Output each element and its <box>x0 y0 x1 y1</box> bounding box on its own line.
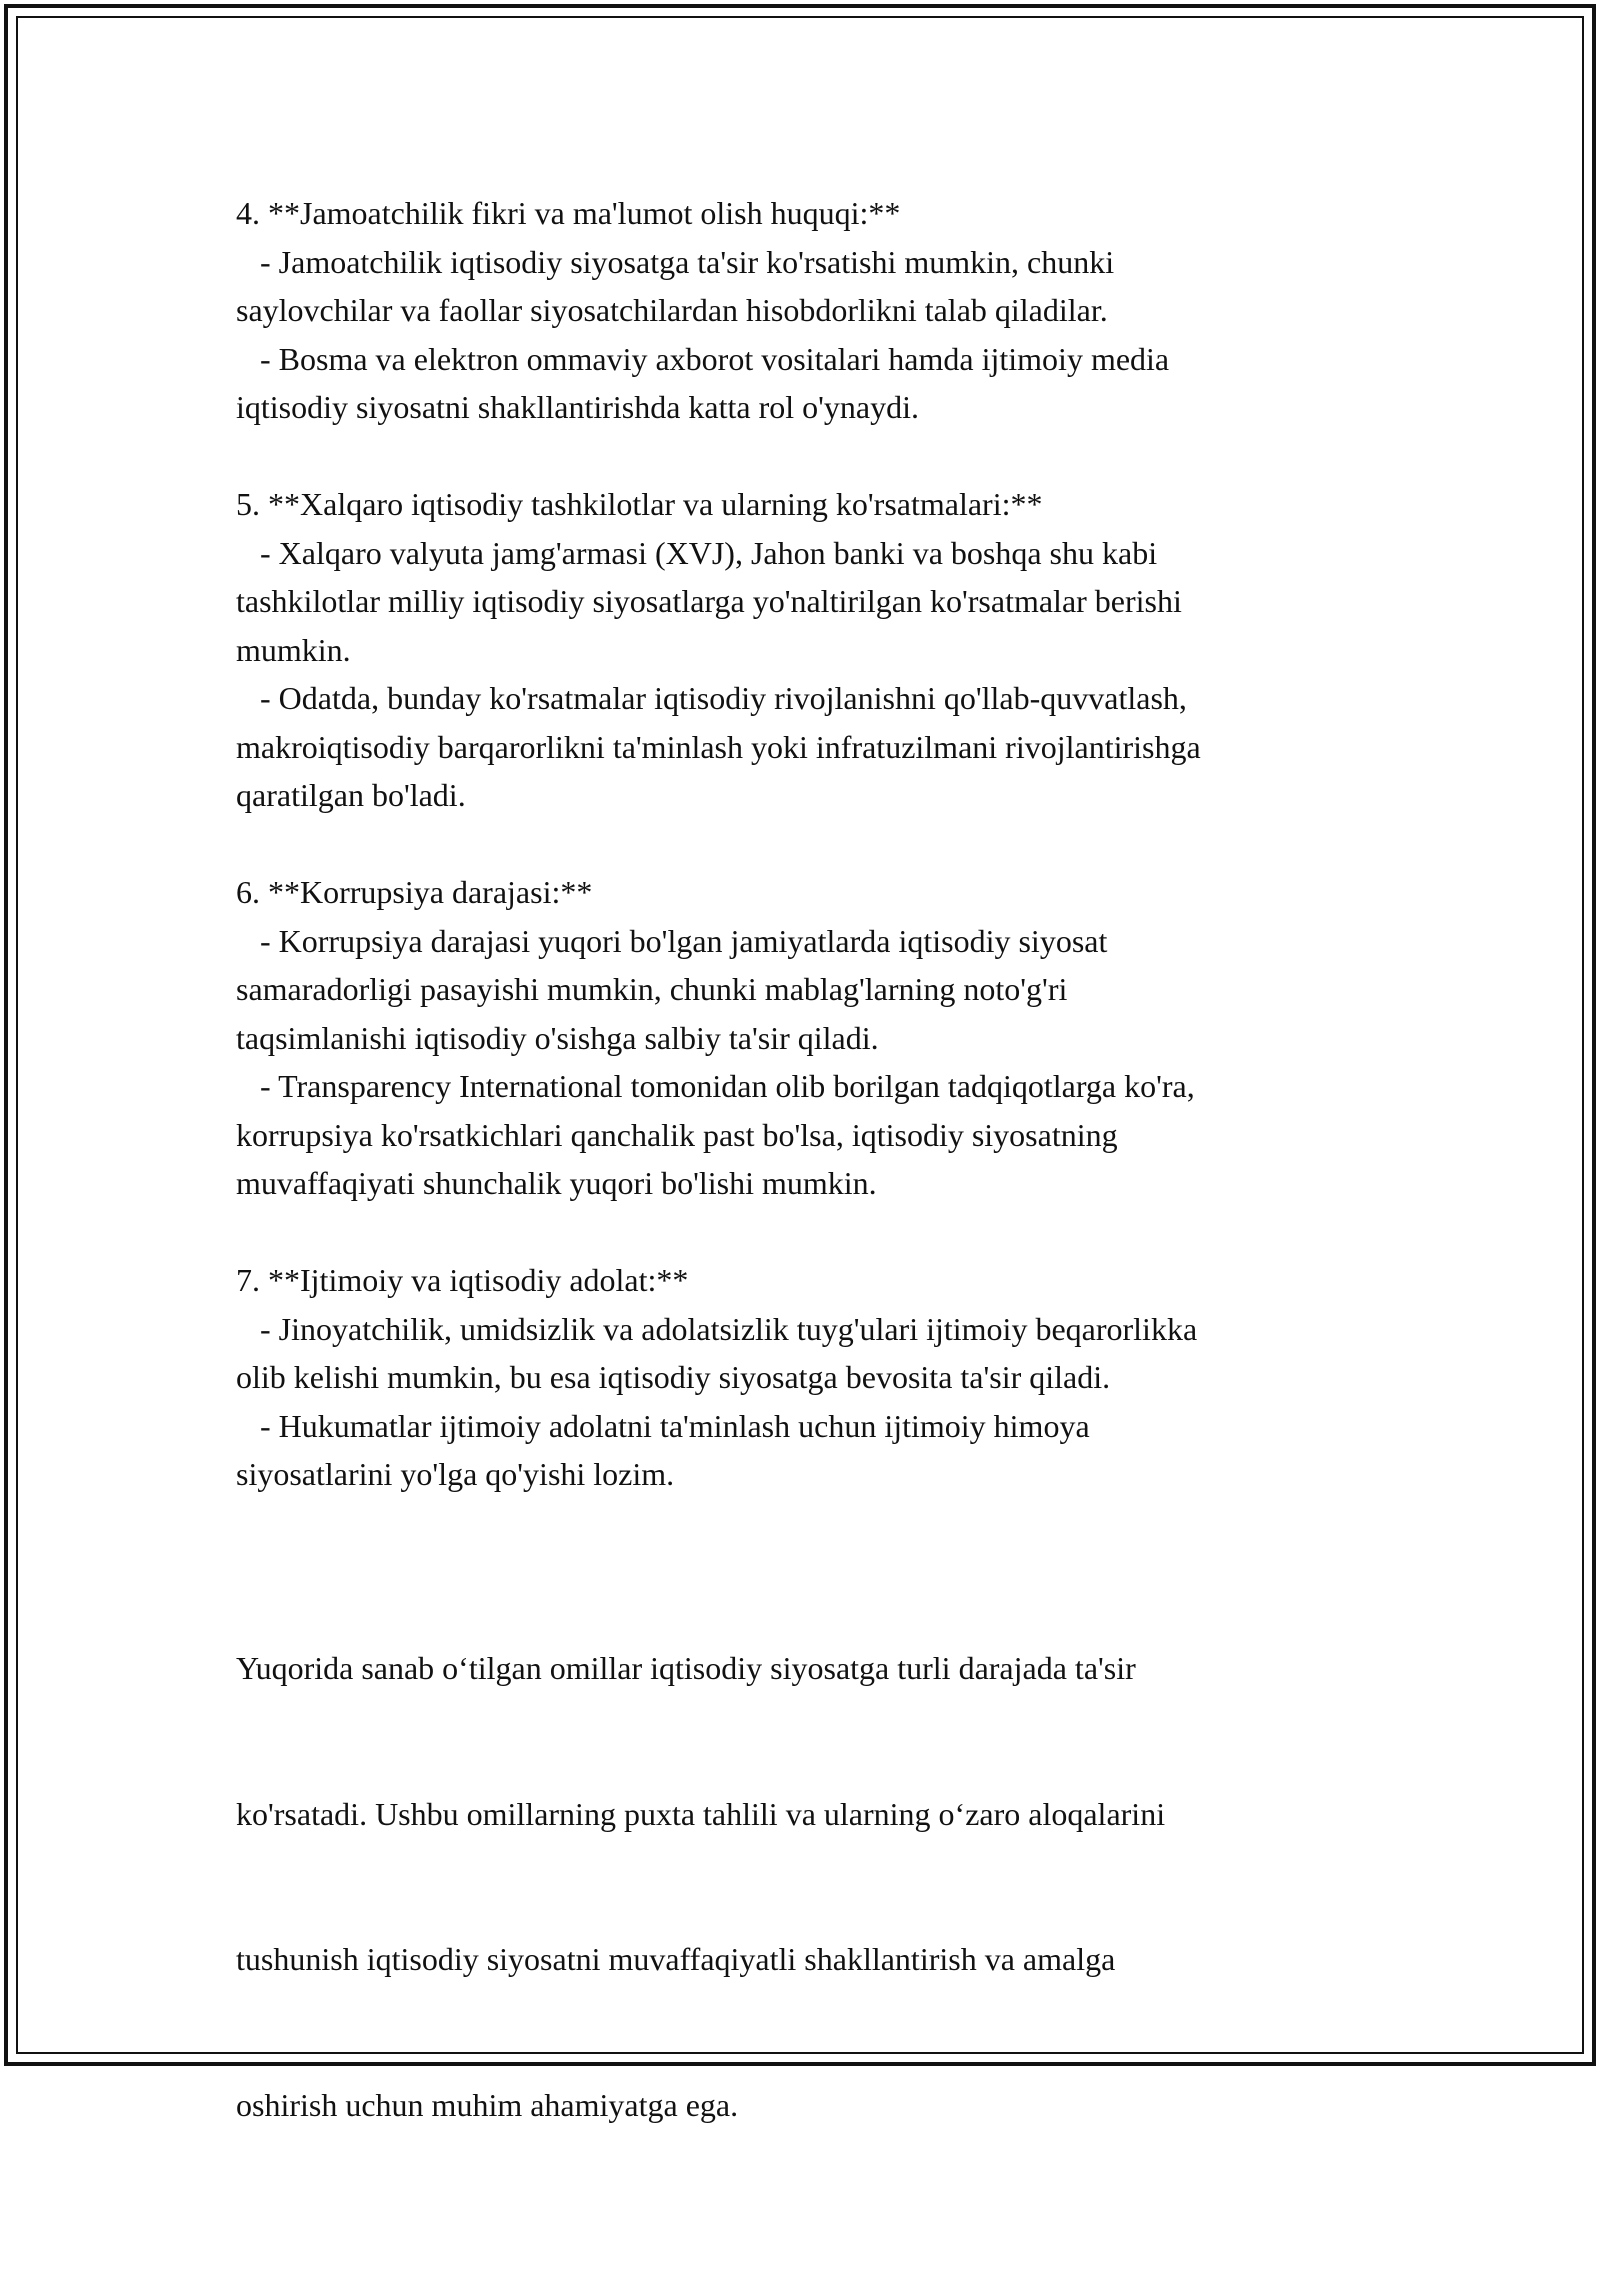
section-heading: 4. **Jamoatchilik fikri va ma'lumot olish huquqi:** <box>236 195 901 231</box>
bullet-line: olib kelishi mumkin, bu esa iqtisodiy siyosatga bevosita ta'sir qiladi. <box>236 1359 1111 1395</box>
bullet-line: - Jinoyatchilik, umidsizlik va adolatsizlik tuyg'ulari ijtimoiy beqarorlikka <box>236 1310 1198 1347</box>
conclusion-paragraph <box>236 1547 1386 2226</box>
bullet-line: qaratilgan bo'ladi. <box>236 777 466 813</box>
section-6 <box>236 868 1386 1208</box>
bullet-line: - Transparency International tomonidan olib borilgan tadqiqotlarga ko'ra, <box>236 1068 1195 1104</box>
bullet-line: - Xalqaro valyuta jamg'armasi (XVJ), Jahon banki va boshqa shu kabi <box>236 534 1158 571</box>
bullet-line: mumkin. <box>236 631 351 668</box>
section-5 <box>236 480 1386 820</box>
paragraph-line: oshirish uchun muhim ahamiyatga ega. <box>236 2086 739 2123</box>
paragraph-line: ko'rsatadi. Ushbu omillarning puxta tahlili va ularning o‘zaro aloqalarini <box>236 1795 1166 1832</box>
bullet-line: - Korrupsiya darajasi yuqori bo'lgan jamiyatlarda iqtisodiy siyosat <box>236 922 1108 959</box>
section-heading: 6. **Korrupsiya darajasi:** <box>236 874 593 910</box>
bullet-line: muvaffaqiyati shunchalik yuqori bo'lishi mumkin. <box>236 1165 877 1201</box>
paragraph-line: tushunish iqtisodiy siyosatni muvaffaqiyatli shakllantirish va amalga <box>236 1941 1116 1977</box>
bullet-line: korrupsiya ko'rsatkichlari qanchalik past bo'lsa, iqtisodiy siyosatning <box>236 1116 1118 1153</box>
section-7 <box>236 1256 1386 1499</box>
bullet-line: taqsimlanishi iqtisodiy o'sishga salbiy ta'sir qiladi. <box>236 1019 879 1056</box>
bullet-line: samaradorligi pasayishi mumkin, chunki mablag'larning noto'g'ri <box>236 971 1068 1007</box>
bullet-line: saylovchilar va faollar siyosatchilardan hisobdorlikni talab qiladilar. <box>236 292 1108 328</box>
paragraph-line: Yuqorida sanab o‘tilgan omillar iqtisodiy siyosatga turli darajada ta'sir <box>236 1650 1136 1686</box>
bullet-line: iqtisodiy siyosatni shakllantirishda katta rol o'ynaydi. <box>236 389 920 425</box>
section-4 <box>236 189 1386 432</box>
bullet-line: siyosatlarini yo'lga qo'yishi lozim. <box>236 1456 675 1492</box>
section-heading: 5. **Xalqaro iqtisodiy tashkilotlar va ularning ko'rsatmalari:** <box>236 486 1043 522</box>
bullet-line: tashkilotlar milliy iqtisodiy siyosatlarga yo'naltirilgan ko'rsatmalar berishi <box>236 583 1182 619</box>
bullet-line: - Jamoatchilik iqtisodiy siyosatga ta'sir ko'rsatishi mumkin, chunki <box>236 243 1115 280</box>
bullet-line: makroiqtisodiy barqarorlikni ta'minlash yoki infratuzilmani rivojlantirishga <box>236 728 1201 765</box>
bullet-line: - Bosma va elektron ommaviy axborot vositalari hamda ijtimoiy media <box>236 340 1170 377</box>
bullet-line: - Odatda, bunday ko'rsatmalar iqtisodiy rivojlanishni qo'llab-quvvatlash, <box>236 680 1187 716</box>
section-heading: 7. **Ijtimoiy va iqtisodiy adolat:** <box>236 1262 689 1298</box>
document-body <box>236 189 1386 2275</box>
bullet-line: - Hukumatlar ijtimoiy adolatni ta'minlash uchun ijtimoiy himoya <box>236 1407 1090 1444</box>
